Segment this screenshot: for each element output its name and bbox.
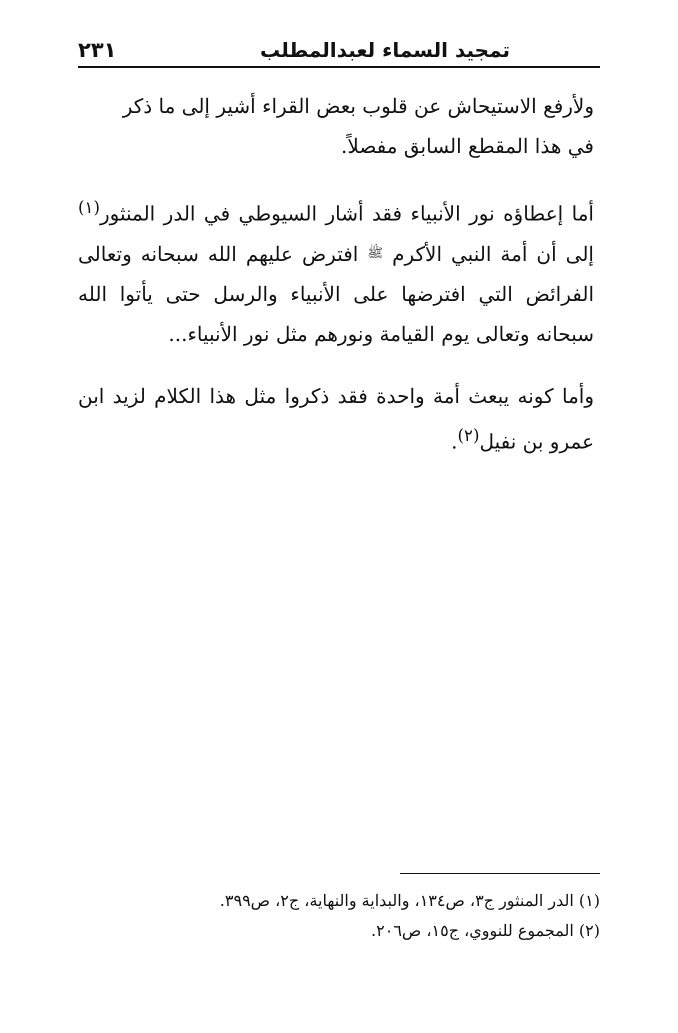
body-text <box>78 86 594 483</box>
paragraph-3-text-a: وأما كونه يبعث أمة واحدة فقد ذكروا مثل هذا الكلام لزيد ابن عمرو بن نفيل <box>78 383 594 454</box>
paragraph-2 <box>78 188 594 354</box>
header-rule <box>78 66 600 68</box>
paragraph-1-line-1: ولأرفع الاستيحاش عن قلوب بعض القراء أشير إلى ما ذكر <box>122 94 594 118</box>
paragraph-3 <box>78 376 594 462</box>
page-header <box>78 30 600 62</box>
footnote-2: (٢) المجموع للنووي، ج١٥، ص٢٠٦. <box>371 921 600 940</box>
paragraph-1 <box>78 86 594 166</box>
footnote-rule <box>400 873 600 874</box>
paragraph-2-text-c: افترض عليهم الله سبحانه وتعالى الفرائض التي افترضها على الأنبياء والرسل حتى يأتوا الله سبحانه وتعالى يوم القيامة ونورهم مثل نور الأنبياء... <box>78 241 594 346</box>
footnote-ref-1: (١) <box>78 198 100 217</box>
footnote-ref-2: (٢) <box>457 425 480 445</box>
paragraph-3-text-b: . <box>451 429 458 454</box>
footnotes <box>78 886 600 946</box>
paragraph-2-text-b: إلى أن أمة النبي الأكرم <box>392 241 594 266</box>
paragraph-2-text-a: أما إعطاؤه نور الأنبياء فقد أشار السيوطي في الدر المنثور <box>99 201 594 226</box>
page-number: ٢٣١ <box>78 38 117 62</box>
footnote-1: (١) الدر المنثور ج٣، ص١٣٤، والبداية والنهاية، ج٢، ص٣٩٩. <box>219 891 600 910</box>
honorific-glyph: ﷺ <box>367 245 384 261</box>
running-title: تمجيد السماء لعبدالمطلب <box>260 38 510 62</box>
paragraph-1-line-2: في هذا المقطع السابق مفصلاً. <box>341 134 594 158</box>
